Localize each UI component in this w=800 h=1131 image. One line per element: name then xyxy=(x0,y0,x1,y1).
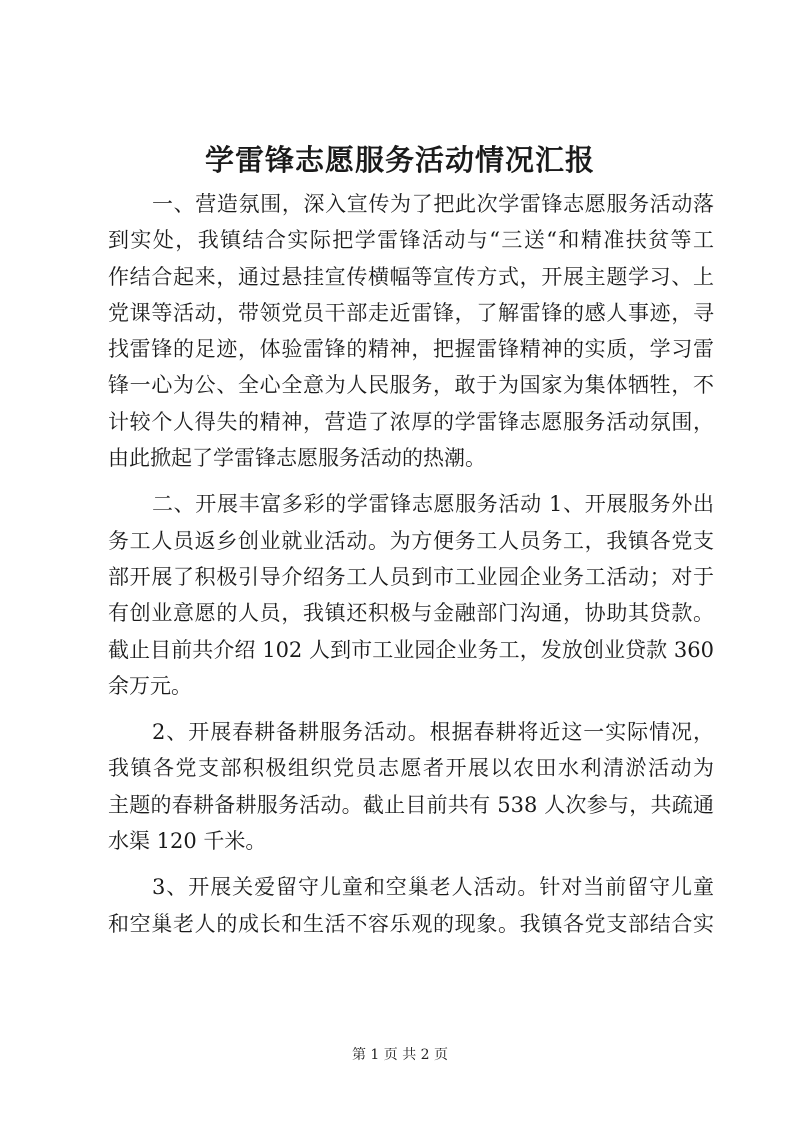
text-line: 一、营造氛围，深入宣传为了把此次学雷锋志愿服务活动落 xyxy=(152,192,714,216)
text-line: 找雷锋的足迹，体验雷锋的精神，把握雷锋精神的实质，学习雷 xyxy=(108,337,714,362)
text-line: 计较个人得失的精神，营造了浓厚的学雷锋志愿服务活动氛围， xyxy=(108,409,714,434)
text-line: 水渠 120 千米。 xyxy=(108,829,267,854)
text-line: 到实处，我镇结合实际把学雷锋活动与“三送“和精准扶贫等工 xyxy=(108,228,714,253)
text-line: 主题的春耕备耕服务活动。截止目前共有 538 人次参与，共疏通 xyxy=(108,792,714,817)
paragraph xyxy=(108,714,714,859)
text-line: 作结合起来，通过悬挂宣传横幅等宣传方式，开展主题学习、上 xyxy=(108,264,714,289)
text-line: 部开展了积极引导介绍务工人员到市工业园企业务工活动；对于 xyxy=(108,564,714,589)
text-line: 3、开展关爱留守儿童和空巢老人活动。针对当前留守儿童 xyxy=(152,875,714,900)
text-line: 有创业意愿的人员，我镇还积极与金融部门沟通，协助其贷款。 xyxy=(108,601,714,626)
document-title: 学雷锋志愿服务活动情况汇报 xyxy=(204,143,595,177)
paragraph xyxy=(108,186,714,476)
text-line: 二、开展丰富多彩的学雷锋志愿服务活动 1、开展服务外出 xyxy=(152,492,714,517)
text-line: 由此掀起了学雷锋志愿服务活动的热潮。 xyxy=(108,446,486,471)
text-line: 党课等活动，带领党员干部走近雷锋，了解雷锋的感人事迹，寻 xyxy=(108,300,714,325)
page-footer: 第 1 页 共 2 页 xyxy=(351,1047,449,1063)
text-line: 我镇各党支部积极组织党员志愿者开展以农田水利清淤活动为 xyxy=(108,756,714,781)
text-line: 务工人员返乡创业就业活动。为方便务工人员务工，我镇各党支 xyxy=(108,528,714,553)
paragraph xyxy=(108,486,714,704)
paragraph xyxy=(108,869,714,942)
text-line: 余万元。 xyxy=(108,673,192,698)
text-line: 2、开展春耕备耕服务活动。根据春耕将近这一实际情况， xyxy=(152,720,714,745)
text-line: 锋一心为公、全心全意为人民服务，敢于为国家为集体牺牲，不 xyxy=(108,373,714,398)
text-line: 截止目前共介绍 102 人到市工业园企业务工，发放创业贷款 360 xyxy=(108,637,714,662)
document-body xyxy=(108,186,714,942)
text-line: 和空巢老人的成长和生活不容乐观的现象。我镇各党支部结合实 xyxy=(108,911,714,936)
